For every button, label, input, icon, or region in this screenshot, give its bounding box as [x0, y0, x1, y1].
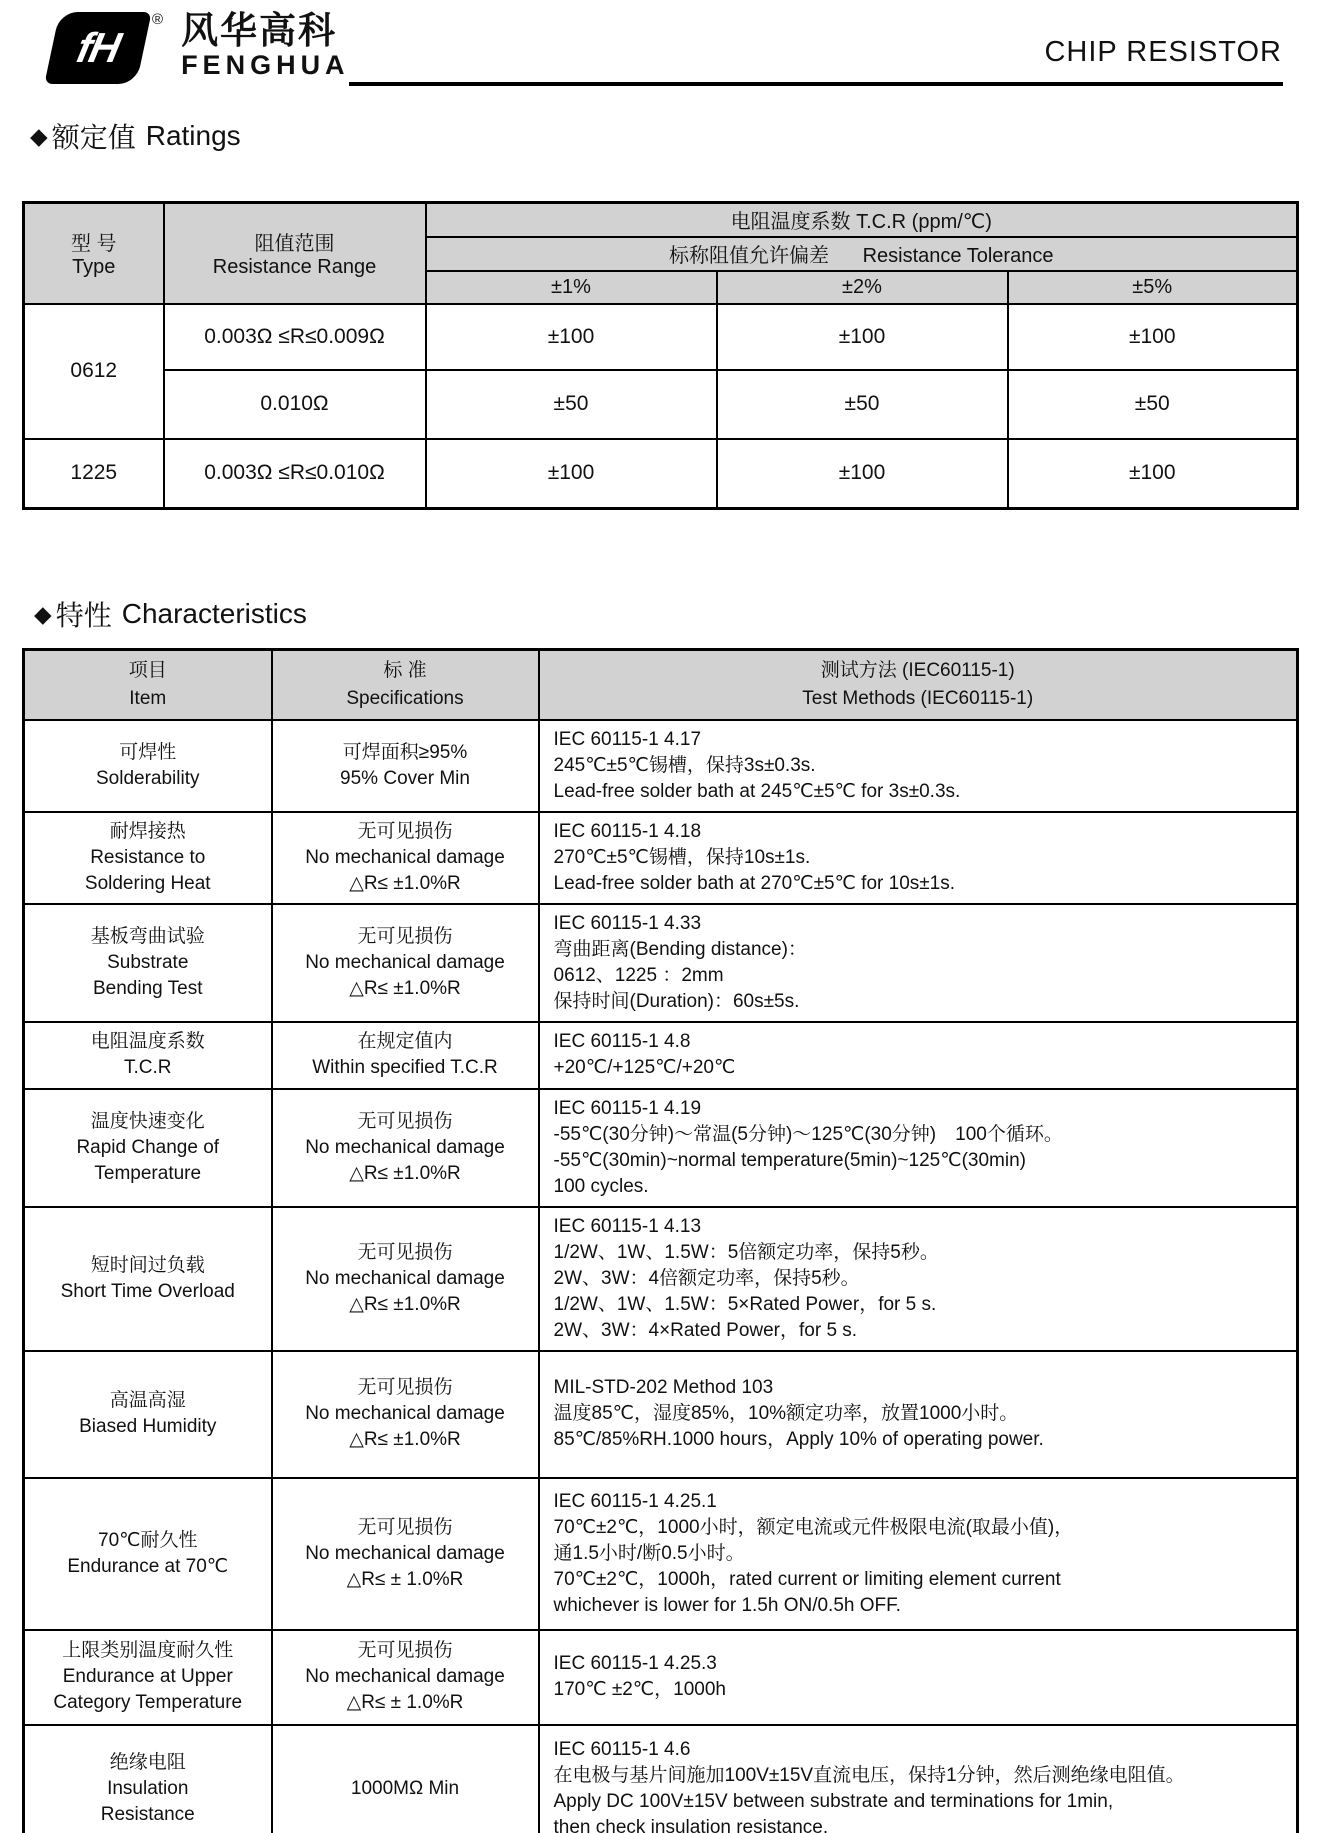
tcr-header: 电阻温度系数 T.C.R (ppm/℃) [426, 203, 1298, 237]
item-cell-line: Endurance at Upper [62, 1666, 233, 1687]
spec-cell [272, 1630, 539, 1725]
method-cell-line: +20℃/+125℃/+20℃ [553, 1057, 736, 1078]
document-title: CHIP RESISTOR [1044, 36, 1282, 68]
method-cell-line: IEC 60115-1 4.13 [553, 1215, 702, 1237]
method-cell-line: 170℃ ±2℃，1000h [553, 1679, 726, 1700]
col-header-specifications [272, 650, 539, 720]
col-header-type-cn: 型 号 [70, 233, 117, 256]
method-cell-line: 在电极与基片间施加100V±15V直流电压，保持1分钟，然后测绝缘电阻值。 [553, 1765, 1185, 1787]
characteristics-row [24, 1022, 1298, 1089]
method-cell-line: 2W、3W：4倍额定功率，保持5秒。 [553, 1267, 860, 1289]
col-header-range-cn: 阻值范围 [254, 233, 335, 256]
col-header-spec-cn: 标 准 [383, 659, 427, 681]
item-cell-line: 高温高湿 [109, 1390, 186, 1411]
spec-cell [272, 904, 539, 1022]
item-cell [24, 1022, 272, 1089]
col-header-range-en: Resistance Range [212, 256, 377, 279]
fenghua-logo [52, 12, 350, 84]
method-cell-line: 70℃±2℃，1000h，rated current or limiting element current [553, 1568, 1061, 1590]
ratings-heading-en: Ratings [145, 120, 241, 151]
tolerance-col-1pct: ±1% [426, 271, 717, 304]
range-cell: 0.003Ω ≤R≤0.009Ω [164, 304, 426, 370]
col-header-test-methods [539, 650, 1298, 720]
tolerance-header-en: Resistance Tolerance [862, 245, 1054, 267]
method-cell [539, 904, 1298, 1022]
spec-cell-line: No mechanical damage [305, 1542, 505, 1564]
item-cell-line: Insulation [107, 1778, 189, 1800]
spec-cell-line: △R≤ ±1.0%R [349, 872, 461, 894]
spec-cell-line: △R≤ ± 1.0%R [346, 1692, 464, 1713]
item-cell-line: Temperature [94, 1162, 202, 1184]
method-cell [539, 812, 1298, 904]
spec-cell-line: No mechanical damage [305, 1666, 505, 1687]
tolerance-col-2pct: ±2% [717, 271, 1008, 304]
spec-cell [272, 1207, 539, 1351]
item-cell-line: Resistance [100, 1804, 195, 1826]
col-header-resistance-range [164, 203, 426, 304]
type-cell: 0612 [24, 304, 164, 439]
characteristics-row [24, 1351, 1298, 1478]
diamond-bullet-icon: ◆ [34, 600, 52, 627]
item-cell-line: T.C.R [124, 1057, 172, 1078]
method-cell [539, 1478, 1298, 1630]
tolerance-header [426, 237, 1298, 271]
ratings-row [24, 370, 1298, 439]
header-rule [349, 82, 1283, 86]
item-cell [24, 1207, 272, 1351]
spec-cell-line: No mechanical damage [305, 951, 505, 973]
registered-trademark-icon: ® [152, 11, 164, 28]
col-header-type [24, 203, 164, 304]
characteristics-heading-en: Characteristics [121, 598, 307, 629]
diamond-bullet-icon: ◆ [30, 122, 48, 149]
ratings-row [24, 439, 1298, 509]
col-header-spec-en: Specifications [346, 687, 464, 709]
tcr-cell: ±50 [717, 370, 1008, 439]
col-header-item-en: Item [129, 687, 167, 709]
method-cell-line: IEC 60115-1 4.8 [553, 1031, 691, 1052]
method-cell [539, 1089, 1298, 1207]
item-cell [24, 1725, 272, 1833]
item-cell-line: 70℃耐久性 [98, 1529, 198, 1551]
tcr-cell: ±100 [426, 304, 717, 370]
ratings-header-row-1 [24, 203, 1298, 237]
method-cell-line: 85℃/85%RH.1000 hours，Apply 10% of operating power. [553, 1429, 1044, 1450]
spec-cell-line: Within specified T.C.R [312, 1057, 498, 1078]
method-cell-line: IEC 60115-1 4.33 [553, 912, 702, 934]
brand-name-en: FENGHUA [181, 49, 350, 80]
spec-cell [272, 1351, 539, 1478]
logo-glyph: fH [72, 24, 124, 71]
tcr-cell: ±100 [717, 304, 1008, 370]
method-cell-line: 100 cycles. [553, 1175, 649, 1197]
ratings-row [24, 304, 1298, 370]
method-cell-line: 2W、3W：4×Rated Power，for 5 s. [553, 1319, 858, 1341]
item-cell-line: Short Time Overload [60, 1280, 235, 1302]
item-cell-line: Rapid Change of [76, 1136, 220, 1158]
tcr-cell: ±100 [1008, 439, 1298, 509]
method-cell-line: then check insulation resistance. [553, 1817, 829, 1833]
characteristics-row [24, 720, 1298, 812]
method-cell-line: 通1.5小时/断0.5小时。 [553, 1542, 745, 1564]
spec-cell [272, 1478, 539, 1630]
item-cell-line: Solderability [96, 767, 200, 789]
tolerance-header-cn: 标称阻值允许偏差 [669, 245, 830, 267]
range-cell: 0.010Ω [164, 370, 426, 439]
characteristics-row [24, 1207, 1298, 1351]
spec-cell-line: 1000MΩ Min [350, 1778, 460, 1800]
spec-cell-line: △R≤ ±1.0%R [349, 1293, 461, 1315]
col-header-method-en: Test Methods (IEC60115-1) [802, 687, 1034, 709]
item-cell-line: 电阻温度系数 [90, 1031, 205, 1052]
characteristics-row [24, 1089, 1298, 1207]
tcr-cell: ±100 [426, 439, 717, 509]
spec-cell-line: △R≤ ±1.0%R [349, 1429, 461, 1450]
method-cell-line: 温度85℃，湿度85%，10%额定功率，放置1000小时。 [553, 1403, 1019, 1424]
characteristics-row [24, 904, 1298, 1022]
item-cell-line: Soldering Heat [84, 872, 211, 894]
spec-cell-line: 95% Cover Min [340, 767, 470, 789]
spec-cell-line: 无可见损伤 [357, 1110, 453, 1132]
method-cell-line: Lead-free solder bath at 270℃±5℃ for 10s±1s. [553, 872, 956, 894]
item-cell [24, 812, 272, 904]
brand-name-cn: 风华高科 [181, 10, 338, 51]
method-cell-line: 270℃±5℃锡槽，保持10s±1s. [553, 846, 811, 868]
spec-cell [272, 720, 539, 812]
characteristics-heading-cn: 特性 [55, 600, 112, 631]
spec-cell-line: 无可见损伤 [357, 1241, 453, 1263]
brand-text [181, 12, 350, 79]
method-cell-line: 弯曲距离(Bending distance)： [553, 938, 807, 960]
method-cell-line: 0612、1225 ：2mm [553, 964, 724, 986]
item-cell-line: Resistance to [90, 846, 206, 868]
tcr-cell: ±50 [426, 370, 717, 439]
method-cell-line: Lead-free solder bath at 245℃±5℃ for 3s±0.3s. [553, 780, 961, 802]
spec-cell [272, 1725, 539, 1833]
method-cell-line: whichever is lower for 1.5h ON/0.5h OFF. [553, 1594, 901, 1616]
method-cell-line: 1/2W、1W、1.5W：5×Rated Power，for 5 s. [553, 1293, 937, 1315]
item-cell-line: 绝缘电阻 [109, 1752, 186, 1774]
method-cell-line: IEC 60115-1 4.17 [553, 728, 702, 750]
spec-cell-line: 在规定值内 [357, 1031, 453, 1052]
method-cell-line: IEC 60115-1 4.25.3 [553, 1653, 717, 1674]
spec-cell-line: 无可见损伤 [357, 1640, 453, 1661]
method-cell-line: IEC 60115-1 4.18 [553, 820, 702, 842]
method-cell-line: MIL-STD-202 Method 103 [553, 1377, 774, 1398]
method-cell-line: IEC 60115-1 4.19 [553, 1097, 702, 1119]
spec-cell-line: 无可见损伤 [357, 925, 453, 947]
item-cell-line: 可焊性 [119, 741, 177, 763]
item-cell-line: 温度快速变化 [90, 1110, 205, 1132]
method-cell-line: IEC 60115-1 4.25.1 [553, 1490, 717, 1512]
method-cell [539, 1207, 1298, 1351]
method-cell-line: 1/2W、1W、1.5W：5倍额定功率，保持5秒。 [553, 1241, 939, 1263]
col-header-method-cn: 测试方法 (IEC60115-1) [820, 659, 1015, 681]
item-cell-line: Substrate [107, 951, 189, 973]
item-cell [24, 1630, 272, 1725]
spec-cell-line: 无可见损伤 [357, 1516, 453, 1538]
spec-cell [272, 1089, 539, 1207]
item-cell [24, 1351, 272, 1478]
method-cell [539, 720, 1298, 812]
tcr-cell: ±50 [1008, 370, 1298, 439]
item-cell-line: 耐焊接热 [109, 820, 186, 842]
tolerance-col-5pct: ±5% [1008, 271, 1298, 304]
characteristics-row [24, 1630, 1298, 1725]
spec-cell-line: △R≤ ±1.0%R [349, 1162, 461, 1184]
method-cell [539, 1351, 1298, 1478]
characteristics-header-row [24, 650, 1298, 720]
characteristics-row [24, 1478, 1298, 1630]
characteristics-row [24, 812, 1298, 904]
item-cell [24, 904, 272, 1022]
spec-cell-line: 可焊面积≥95% [342, 741, 468, 763]
method-cell-line: 保持时间(Duration)：60s±5s. [553, 990, 800, 1012]
spec-cell-line: △R≤ ±1.0%R [349, 977, 461, 999]
tcr-cell: ±100 [717, 439, 1008, 509]
spec-cell-line: No mechanical damage [305, 1136, 505, 1158]
spec-cell-line: No mechanical damage [305, 1403, 505, 1424]
characteristics-row [24, 1725, 1298, 1833]
spec-cell-line: 无可见损伤 [357, 820, 453, 842]
item-cell [24, 720, 272, 812]
item-cell-line: Biased Humidity [79, 1416, 217, 1437]
spec-cell-line: No mechanical damage [305, 846, 505, 868]
ratings-heading-cn: 额定值 [51, 122, 136, 153]
item-cell-line: 短时间过负载 [90, 1254, 205, 1276]
type-cell: 1225 [24, 439, 164, 509]
method-cell-line: Apply DC 100V±15V between substrate and terminations for 1min, [553, 1791, 1114, 1813]
range-cell: 0.003Ω ≤R≤0.010Ω [164, 439, 426, 509]
method-cell-line: IEC 60115-1 4.6 [553, 1739, 691, 1761]
spec-cell-line: △R≤ ± 1.0%R [346, 1568, 464, 1590]
item-cell-line: Endurance at 70℃ [67, 1555, 229, 1577]
method-cell-line: -55℃(30min)~normal temperature(5min)~125℃(30min) [553, 1149, 1026, 1171]
col-header-type-en: Type [72, 256, 116, 279]
spec-cell [272, 1022, 539, 1089]
method-cell-line: 245℃±5℃锡槽，保持3s±0.3s. [553, 754, 816, 776]
ratings-heading [30, 116, 241, 156]
col-header-item-cn: 项目 [128, 659, 167, 681]
spec-cell-line: 无可见损伤 [357, 1377, 453, 1398]
method-cell [539, 1022, 1298, 1089]
item-cell-line: Bending Test [92, 977, 203, 999]
spec-cell-line: No mechanical damage [305, 1267, 505, 1289]
col-header-item [24, 650, 272, 720]
method-cell-line: 70℃±2℃，1000小时，额定电流或元件极限电流(取最小值)， [553, 1516, 1074, 1538]
ratings-table [22, 201, 1299, 510]
fenghua-logo-icon [44, 12, 151, 84]
item-cell-line: 基板弯曲试验 [90, 925, 205, 947]
item-cell-line: 上限类别温度耐久性 [62, 1640, 234, 1661]
method-cell [539, 1630, 1298, 1725]
tcr-cell: ±100 [1008, 304, 1298, 370]
spec-cell [272, 812, 539, 904]
characteristics-table [22, 648, 1299, 1833]
item-cell [24, 1089, 272, 1207]
item-cell [24, 1478, 272, 1630]
method-cell [539, 1725, 1298, 1833]
item-cell-line: Category Temperature [53, 1692, 243, 1713]
method-cell-line: -55℃(30分钟)～常温(5分钟)～125℃(30分钟) 100个循环。 [553, 1123, 1063, 1145]
characteristics-heading [34, 594, 307, 634]
